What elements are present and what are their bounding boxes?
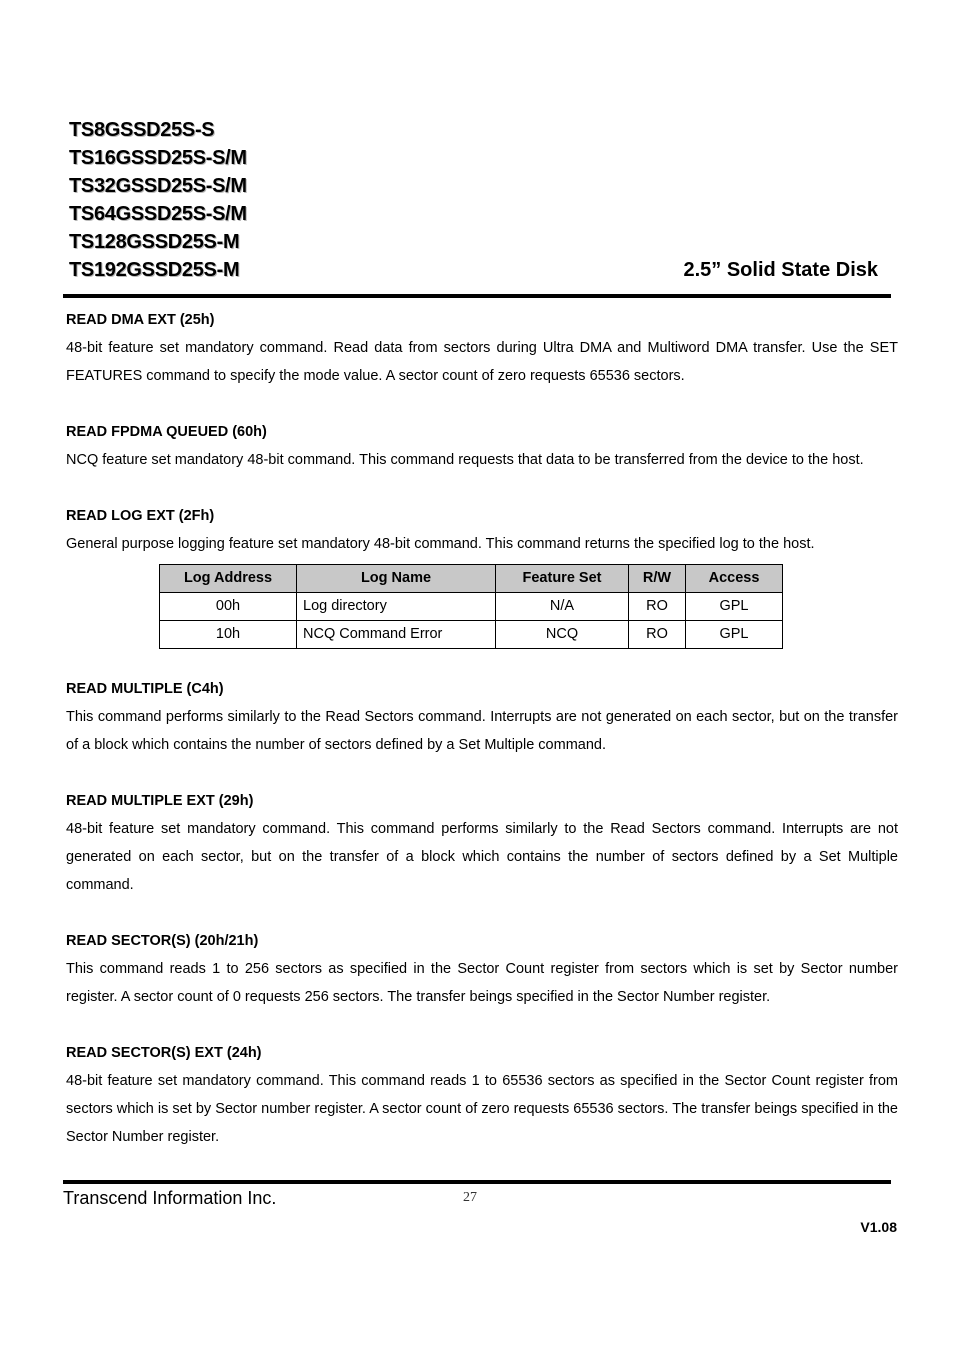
section-heading: READ SECTOR(S) EXT (24h) <box>66 1045 262 1061</box>
section-body: General purpose logging feature set mandatory 48-bit command. This command returns the specified log to the host. <box>66 536 815 552</box>
table-cell: Log directory <box>297 593 496 621</box>
page-number: 27 <box>463 1190 477 1205</box>
table-cell: NCQ <box>496 621 629 649</box>
section-read-multiple-ext <box>66 787 898 899</box>
section-body: NCQ feature set mandatory 48-bit command. This command requests that data to be transferred from the device to the host. <box>66 452 864 468</box>
header-divider <box>63 294 891 298</box>
section-read-multiple <box>66 675 898 759</box>
column-header: Log Name <box>297 565 496 593</box>
column-header: Access <box>686 565 783 593</box>
section-body: 48-bit feature set mandatory command. This command performs similarly to the Read Sectors command. Interrupts are not generated on each sector, but on the transfer of a block which contains the number of sectors defined by a Set Multiple command. <box>66 821 898 893</box>
section-read-fpdma-queued <box>66 418 898 474</box>
section-body: This command performs similarly to the Read Sectors command. Interrupts are not generated on each sector, but on the transfer of a block which contains the number of sectors defined by a Set Multiple command. <box>66 709 898 753</box>
table-cell: RO <box>629 593 686 621</box>
table-cell: NCQ Command Error <box>297 621 496 649</box>
column-header: Feature Set <box>496 565 629 593</box>
column-header: Log Address <box>160 565 297 593</box>
table-cell: GPL <box>686 593 783 621</box>
section-heading: READ LOG EXT (2Fh) <box>66 508 215 524</box>
table-cell: N/A <box>496 593 629 621</box>
table-cell: GPL <box>686 621 783 649</box>
section-body: 48-bit feature set mandatory command. This command reads 1 to 65536 sectors as specified in the Sector Count register from sectors which is set by Sector number register. A sector count of zero requests 65536 sectors. The transfer beings specified in the Sector Number register. <box>66 1073 898 1145</box>
section-read-sectors <box>66 927 898 1011</box>
product-title: 2.5” Solid State Disk <box>683 259 878 281</box>
log-address-table <box>159 564 783 649</box>
section-heading: READ MULTIPLE EXT (29h) <box>66 793 254 809</box>
page-content <box>66 306 898 1179</box>
column-header: R/W <box>629 565 686 593</box>
table-row <box>160 621 783 649</box>
table-cell: RO <box>629 621 686 649</box>
section-body: This command reads 1 to 256 sectors as specified in the Sector Count register from sectors which is set by Sector number register. A sector count of 0 requests 256 sectors. The transfer beings specified in the Sector Number register. <box>66 961 898 1005</box>
section-heading: READ MULTIPLE (C4h) <box>66 681 224 697</box>
section-read-dma-ext <box>66 306 898 390</box>
model-name: TS192GSSD25S-M <box>69 259 240 281</box>
section-heading: READ SECTOR(S) (20h/21h) <box>66 933 259 949</box>
table-cell: 10h <box>160 621 297 649</box>
model-name: TS8GSSD25S-S <box>69 119 215 141</box>
section-body: 48-bit feature set mandatory command. Read data from sectors during Ultra DMA and Multiword DMA transfer. Use the SET FEATURES command to specify the mode value. A sector count of zero requests 65536 sectors. <box>66 340 898 384</box>
model-list <box>69 116 247 284</box>
section-heading: READ DMA EXT (25h) <box>66 312 215 328</box>
table-header-row <box>160 565 783 593</box>
section-heading: READ FPDMA QUEUED (60h) <box>66 424 267 440</box>
section-read-sectors-ext <box>66 1039 898 1151</box>
table-row <box>160 593 783 621</box>
model-name: TS64GSSD25S-S/M <box>69 203 247 225</box>
footer-divider <box>63 1180 891 1184</box>
section-read-log-ext <box>66 502 898 649</box>
footer-company: Transcend Information Inc. <box>63 1188 277 1208</box>
model-name: TS128GSSD25S-M <box>69 231 240 253</box>
model-name: TS32GSSD25S-S/M <box>69 175 247 197</box>
table-cell: 00h <box>160 593 297 621</box>
version-label: V1.08 <box>860 1219 897 1235</box>
model-name: TS16GSSD25S-S/M <box>69 147 247 169</box>
